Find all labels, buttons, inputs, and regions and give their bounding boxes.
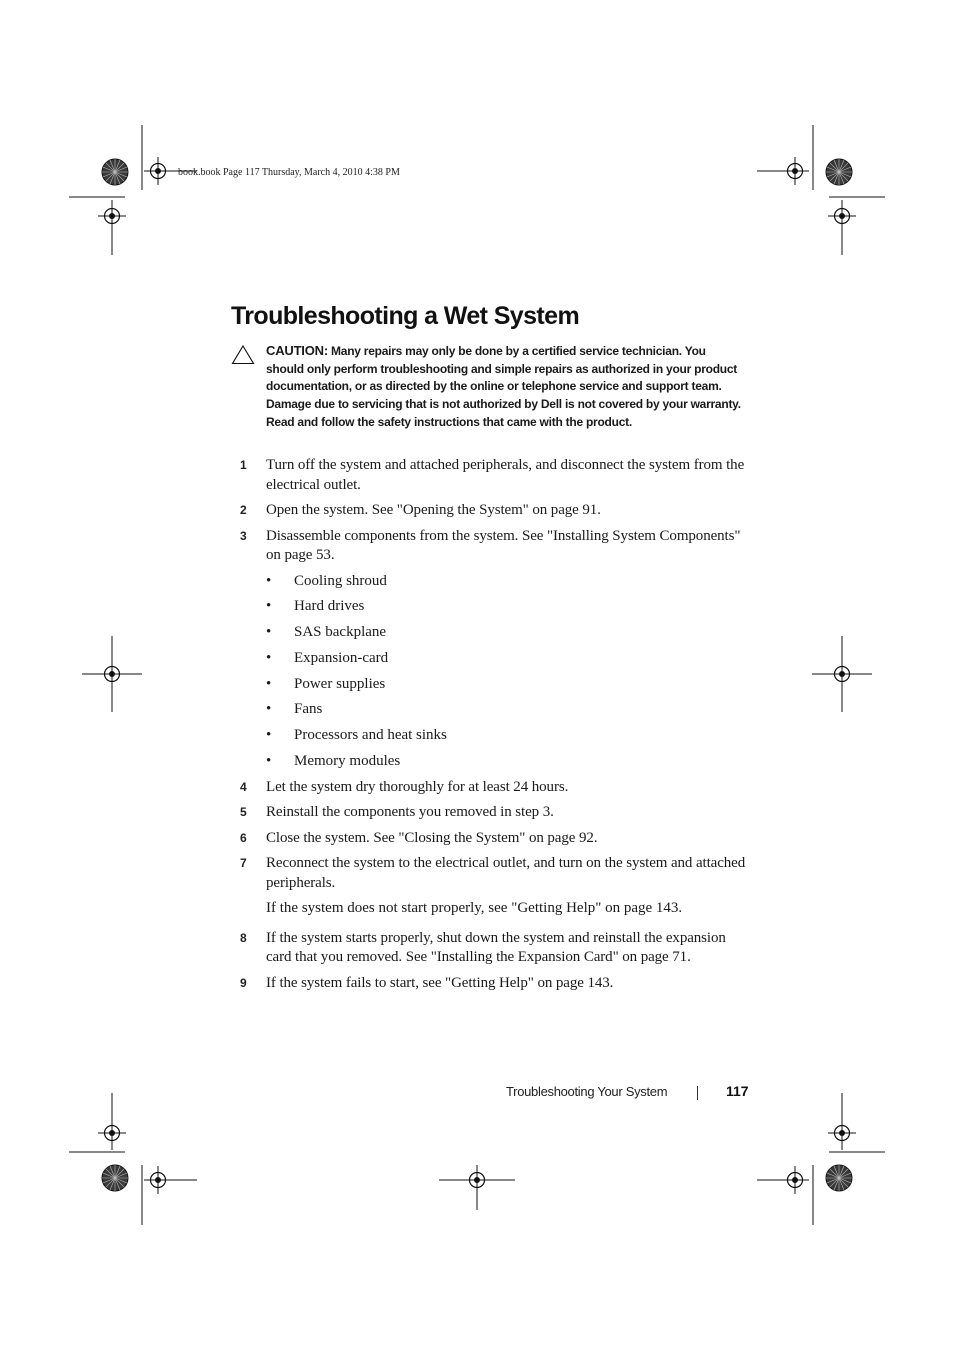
list-item: • Power supplies	[266, 675, 750, 695]
list-item: • SAS backplane	[266, 623, 750, 643]
bullet-icon: •	[266, 598, 272, 615]
component-list	[266, 572, 750, 772]
step-text: Let the system dry thoroughly for at least 24 hours.	[266, 778, 569, 795]
step-number: 3	[240, 528, 247, 543]
footer-section-title: Troubleshooting Your System	[506, 1084, 668, 1099]
list-item: • Cooling shroud	[266, 572, 750, 592]
step-text: Reinstall the components you removed in step 3.	[266, 804, 554, 821]
step-8	[240, 929, 750, 968]
step-4	[240, 778, 750, 798]
caution-label: CAUTION:	[266, 343, 328, 358]
step-2	[240, 501, 750, 521]
step-text: Reconnect the system to the electrical outlet, and turn on the system and attached peripherals.	[266, 855, 746, 891]
step-note: If the system does not start properly, see "Getting Help" on page 143.	[266, 900, 683, 917]
step-1	[240, 456, 750, 495]
list-item: • Processors and heat sinks	[266, 726, 750, 746]
step-number: 5	[240, 805, 247, 820]
bullet-icon: •	[266, 572, 272, 589]
list-item: • Memory modules	[266, 752, 750, 772]
footer-divider	[697, 1086, 698, 1100]
step-7	[240, 854, 750, 919]
page-title: Troubleshooting a Wet System	[231, 302, 580, 330]
step-text: If the system starts properly, shut down the system and reinstall the expansion card that you removed. See "Installing the Expansion Card" on page 71.	[266, 929, 726, 966]
step-number: 9	[240, 975, 247, 990]
step-number: 6	[240, 830, 247, 845]
bullet-icon: •	[266, 624, 272, 641]
caution-text: Many repairs may only be done by a certified service technician. You should only perform troubleshooting and simple repairs as authorized in your product documentation, or as directed by the online or telephone service and support team. Damage due to servicing that is not authorized by Dell is not covered by your warranty. Read and follow the safety instructions that came with the product.	[266, 344, 741, 429]
step-number: 8	[240, 930, 247, 945]
list-item: • Hard drives	[266, 597, 750, 617]
bullet-icon: •	[266, 701, 272, 718]
step-text: Disassemble components from the system. See "Installing System Components" on page 53.	[266, 527, 741, 563]
step-text: Turn off the system and attached peripherals, and disconnect the system from the electrical outlet.	[266, 457, 745, 493]
step-5	[240, 803, 750, 823]
bullet-icon: •	[266, 675, 272, 692]
step-text: Close the system. See "Closing the System" on page 92.	[266, 829, 598, 846]
caution-icon	[231, 344, 255, 365]
list-item: • Fans	[266, 700, 750, 720]
step-3	[240, 527, 750, 772]
print-header: book.book Page 117 Thursday, March 4, 2010 4:38 PM	[178, 167, 400, 178]
step-9	[240, 974, 750, 994]
bullet-icon: •	[266, 649, 272, 666]
step-text: If the system fails to start, see "Getting Help" on page 143.	[266, 974, 614, 991]
page-number: 117	[726, 1083, 749, 1099]
step-number: 2	[240, 503, 247, 517]
caution-notice	[231, 342, 741, 432]
step-number: 4	[240, 779, 247, 794]
step-number: 7	[240, 856, 247, 871]
step-text: Open the system. See "Opening the System" on page 91.	[266, 502, 601, 518]
bullet-icon: •	[266, 727, 272, 744]
steps-list	[240, 456, 750, 999]
step-6	[240, 829, 750, 849]
step-number: 1	[240, 458, 247, 472]
list-item: • Expansion-card	[266, 649, 750, 669]
bullet-icon: •	[266, 753, 272, 770]
